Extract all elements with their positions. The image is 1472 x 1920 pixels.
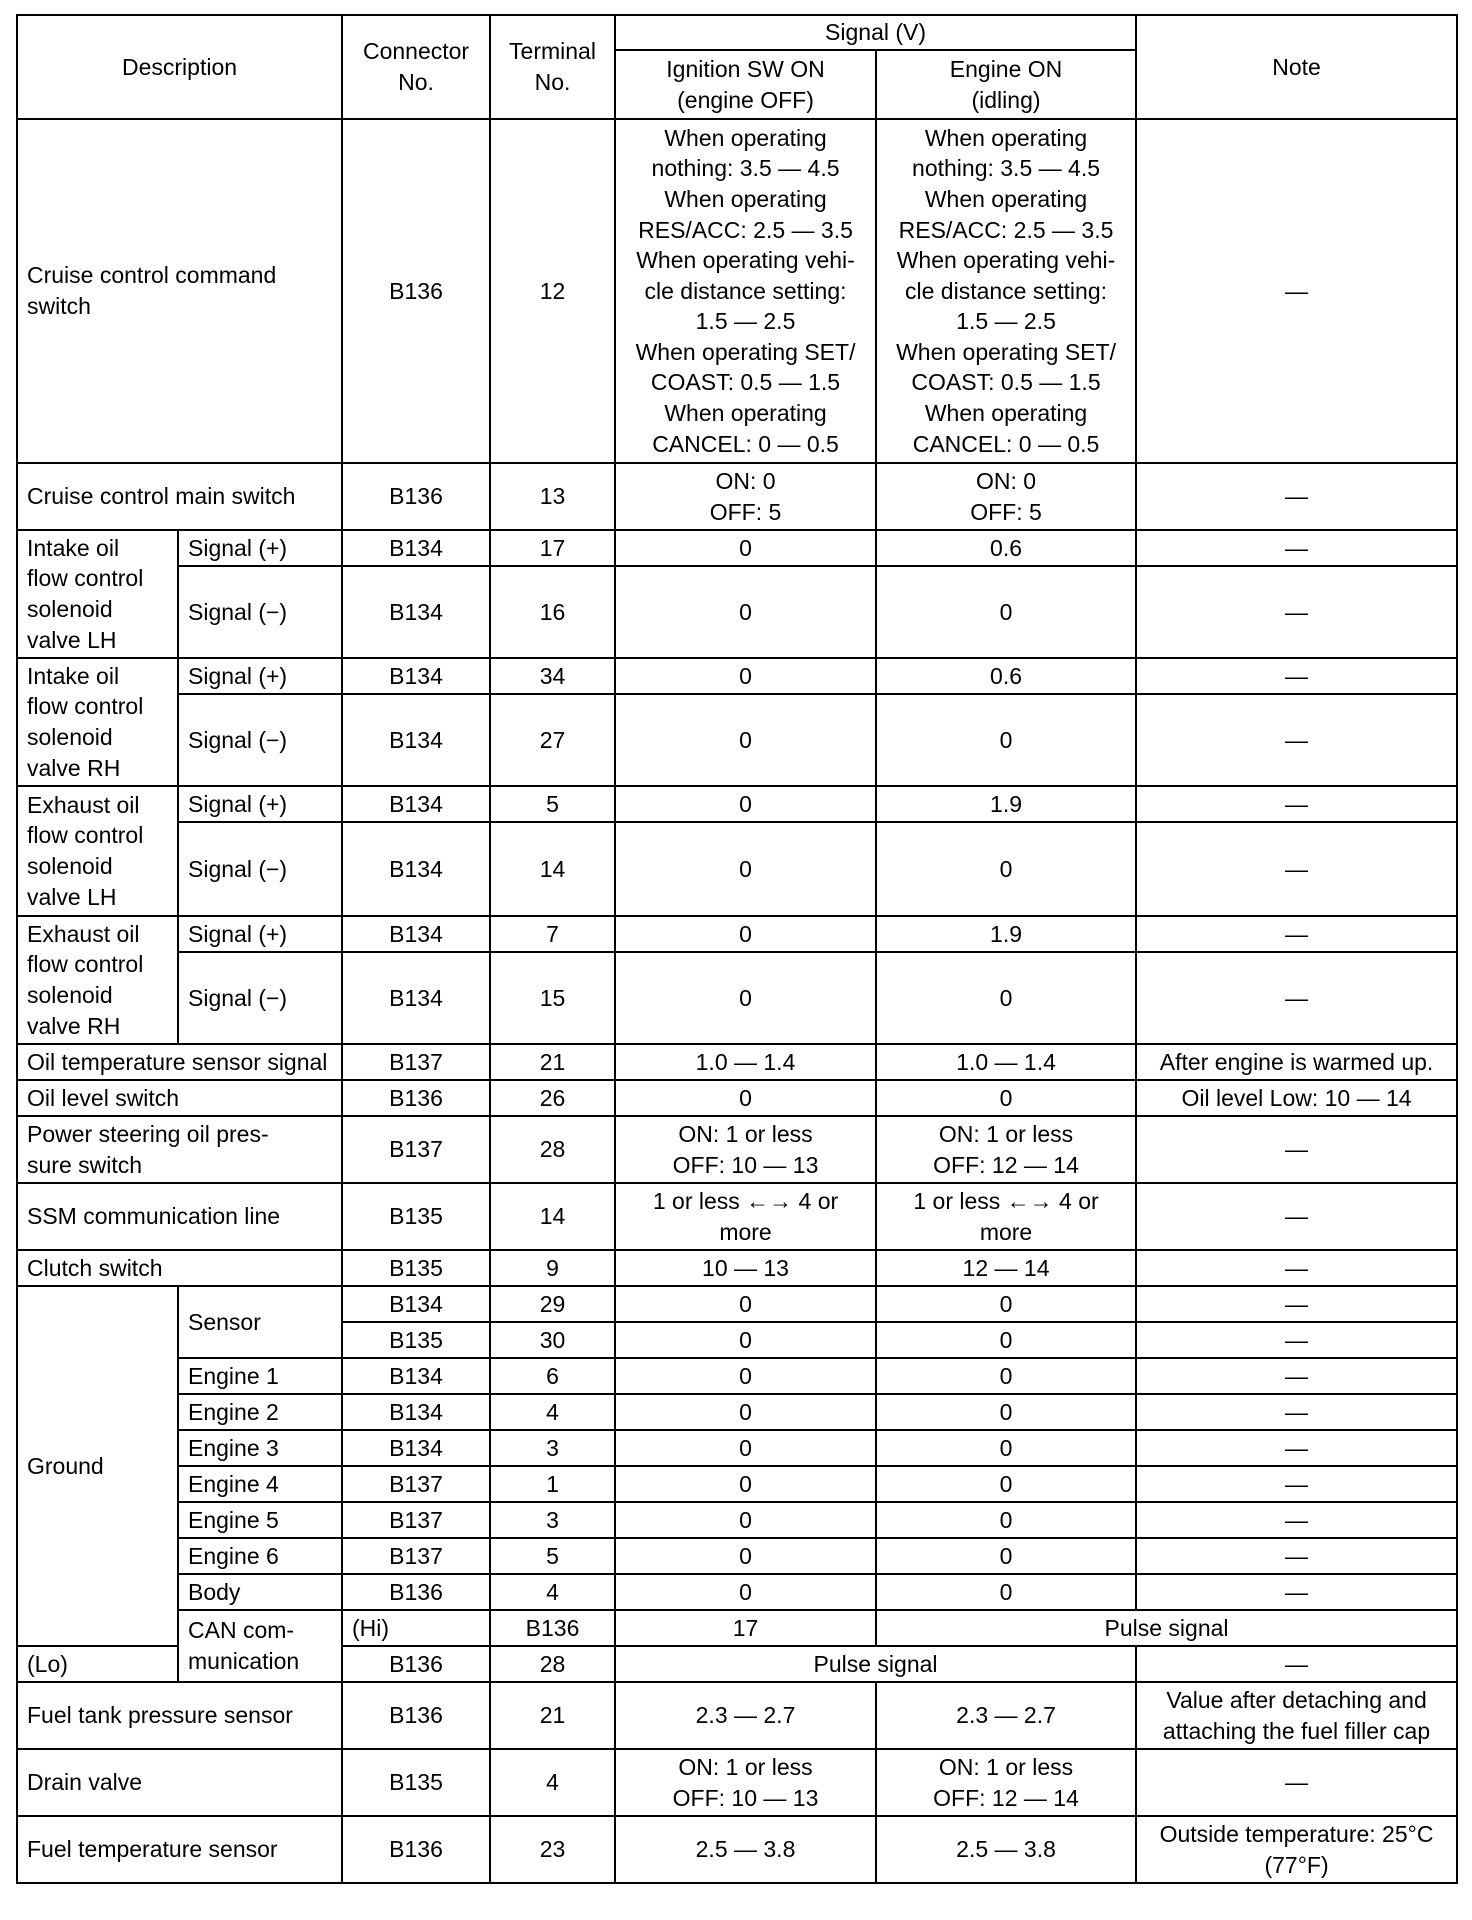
connector-cell: B136 — [342, 1682, 490, 1749]
note-cell: — — [1136, 530, 1457, 566]
ignition-cell: 0 — [615, 1286, 876, 1322]
engine-on-cell: 2.3 — 2.7 — [876, 1682, 1136, 1749]
connector-cell: B135 — [342, 1749, 490, 1816]
row-description: Oil level switch — [17, 1080, 342, 1116]
table-row — [17, 658, 1457, 694]
header-note: Note — [1136, 15, 1457, 119]
signal-type-cell: Signal (−) — [178, 952, 342, 1044]
terminal-cell: 14 — [490, 822, 615, 916]
signal-type-cell: Signal (−) — [178, 822, 342, 916]
connector-cell: B134 — [342, 952, 490, 1044]
ignition-cell: 0 — [615, 694, 876, 786]
signal-type-cell: Engine 3 — [178, 1430, 342, 1466]
connector-cell: B135 — [342, 1183, 490, 1250]
ignition-cell: 1 or less ←→ 4 or more — [615, 1183, 876, 1250]
signal-type-cell: Engine 1 — [178, 1358, 342, 1394]
table-row — [17, 1250, 1457, 1286]
note-cell: — — [1136, 566, 1457, 658]
connector-cell: B136 — [342, 1646, 490, 1682]
signal-type-cell: Signal (+) — [178, 530, 342, 566]
engine-on-cell: 0 — [876, 694, 1136, 786]
header-engine-on: Engine ON (idling) — [876, 50, 1136, 119]
engine-on-cell: 0 — [876, 1502, 1136, 1538]
table-row — [17, 1044, 1457, 1080]
engine-on-cell: 0 — [876, 1574, 1136, 1610]
ignition-cell: 0 — [615, 1358, 876, 1394]
engine-on-cell: ON: 1 or less OFF: 12 — 14 — [876, 1749, 1136, 1816]
ignition-cell: 0 — [615, 1080, 876, 1116]
engine-on-cell: 0 — [876, 1394, 1136, 1430]
note-cell: Oil level Low: 10 — 14 — [1136, 1080, 1457, 1116]
engine-on-cell: 1.0 — 1.4 — [876, 1044, 1136, 1080]
table-row — [17, 566, 1457, 658]
note-cell: — — [1136, 1183, 1457, 1250]
terminal-cell: 9 — [490, 1250, 615, 1286]
signal-type-cell: Signal (−) — [178, 694, 342, 786]
signal-type-cell: Engine 5 — [178, 1502, 342, 1538]
connector-cell: B137 — [342, 1044, 490, 1080]
terminal-cell: 5 — [490, 1538, 615, 1574]
table-row — [17, 952, 1457, 1044]
connector-cell: B136 — [342, 463, 490, 530]
note-cell: — — [1136, 1286, 1457, 1322]
signal-type-cell: Signal (+) — [178, 786, 342, 822]
ignition-cell: ON: 0 OFF: 5 — [615, 463, 876, 530]
note-cell: — — [1136, 1394, 1457, 1430]
ignition-cell: 0 — [615, 1322, 876, 1358]
row-description: Cruise control command switch — [17, 119, 342, 463]
signal-type-cell: Signal (+) — [178, 916, 342, 952]
engine-on-cell: 0 — [876, 1538, 1136, 1574]
terminal-cell: 13 — [490, 463, 615, 530]
note-cell: — — [1136, 822, 1457, 916]
signal-type-cell: Signal (+) — [178, 658, 342, 694]
ignition-cell: 0 — [615, 1466, 876, 1502]
terminal-cell: 16 — [490, 566, 615, 658]
ignition-cell: When operating nothing: 3.5 — 4.5 When operating RES/ACC: 2.5 — 3.5 When operating vehi- cle distance setting: 1.5 — 2.5 When operating SET/ COAST: 0.5 — 1.5 When operating CANCEL: 0 — 0.5 — [615, 119, 876, 463]
terminal-cell: 3 — [490, 1502, 615, 1538]
terminal-cell: 28 — [490, 1116, 615, 1183]
row-description: SSM communication line — [17, 1183, 342, 1250]
ignition-cell: ON: 1 or less OFF: 10 — 13 — [615, 1116, 876, 1183]
ignition-cell: 0 — [615, 658, 876, 694]
ignition-cell: 2.3 — 2.7 — [615, 1682, 876, 1749]
row-description: Oil temperature sensor signal — [17, 1044, 342, 1080]
terminal-cell: 21 — [490, 1044, 615, 1080]
connector-cell: B134 — [342, 1358, 490, 1394]
table-row — [17, 694, 1457, 786]
header-row — [17, 15, 1457, 50]
signal-type-cell: Engine 6 — [178, 1538, 342, 1574]
engine-on-cell: 0.6 — [876, 658, 1136, 694]
note-cell: Outside temperature: 25°C (77°F) — [1136, 1816, 1457, 1883]
note-cell: — — [1136, 1116, 1457, 1183]
terminal-cell: 4 — [490, 1394, 615, 1430]
connector-cell: B134 — [342, 694, 490, 786]
connector-cell: B137 — [342, 1502, 490, 1538]
terminal-cell: 4 — [490, 1574, 615, 1610]
note-cell: — — [1136, 1574, 1457, 1610]
row-description: Drain valve — [17, 1749, 342, 1816]
row-description: Exhaust oil flow control solenoid valve RH — [17, 916, 178, 1044]
row-description: Intake oil flow control solenoid valve LH — [17, 530, 178, 658]
signal-type-cell: Body — [178, 1574, 342, 1610]
connector-cell: B134 — [342, 1430, 490, 1466]
table-row — [17, 1682, 1457, 1749]
terminal-cell: 12 — [490, 119, 615, 463]
ignition-cell: 0 — [615, 1538, 876, 1574]
note-cell: — — [1136, 1358, 1457, 1394]
terminal-cell: 14 — [490, 1183, 615, 1250]
terminal-cell: 1 — [490, 1466, 615, 1502]
signal-type-cell: (Lo) — [17, 1646, 178, 1682]
ignition-cell: 0 — [615, 1430, 876, 1466]
engine-on-cell: 0 — [876, 1466, 1136, 1502]
engine-on-cell: 0 — [876, 1358, 1136, 1394]
connector-cell: B134 — [342, 530, 490, 566]
engine-on-cell: 2.5 — 3.8 — [876, 1816, 1136, 1883]
engine-on-cell: 0.6 — [876, 530, 1136, 566]
signal-type-cell: Signal (−) — [178, 566, 342, 658]
row-description: Exhaust oil flow control solenoid valve LH — [17, 786, 178, 916]
signal-cell: Pulse signal — [876, 1610, 1457, 1646]
note-cell: — — [1136, 1646, 1457, 1682]
table-row — [17, 1116, 1457, 1183]
table-row — [17, 1502, 1457, 1538]
row-description: Intake oil flow control solenoid valve RH — [17, 658, 178, 786]
connector-cell: B135 — [342, 1322, 490, 1358]
engine-on-cell: 1.9 — [876, 916, 1136, 952]
note-cell: — — [1136, 1250, 1457, 1286]
connector-cell: B134 — [342, 1286, 490, 1322]
note-cell: — — [1136, 694, 1457, 786]
engine-on-cell: 0 — [876, 952, 1136, 1044]
header-ignition: Ignition SW ON (engine OFF) — [615, 50, 876, 119]
table-row — [17, 1538, 1457, 1574]
engine-on-cell: 0 — [876, 566, 1136, 658]
terminal-cell: 26 — [490, 1080, 615, 1116]
note-cell: — — [1136, 916, 1457, 952]
row-description: Fuel tank pressure sensor — [17, 1682, 342, 1749]
engine-on-cell: 0 — [876, 1080, 1136, 1116]
engine-on-cell: When operating nothing: 3.5 — 4.5 When operating RES/ACC: 2.5 — 3.5 When operating vehi- cle distance setting: 1.5 — 2.5 When operating SET/ COAST: 0.5 — 1.5 When operating CANCEL: 0 — 0.5 — [876, 119, 1136, 463]
table-row — [17, 1816, 1457, 1883]
connector-cell: B137 — [342, 1466, 490, 1502]
terminal-cell: 17 — [490, 530, 615, 566]
note-cell: — — [1136, 1749, 1457, 1816]
engine-on-cell: 1 or less ←→ 4 or more — [876, 1183, 1136, 1250]
table-row — [17, 786, 1457, 822]
terminal-cell: 4 — [490, 1749, 615, 1816]
table-row — [17, 1358, 1457, 1394]
signal-type-cell: Engine 2 — [178, 1394, 342, 1430]
note-cell: — — [1136, 1322, 1457, 1358]
terminal-cell: 23 — [490, 1816, 615, 1883]
table-row — [17, 1610, 1457, 1646]
connector-cell: B137 — [342, 1538, 490, 1574]
connector-cell: B134 — [342, 786, 490, 822]
note-cell: — — [1136, 1538, 1457, 1574]
signal-type-cell: (Hi) — [342, 1610, 490, 1646]
connector-cell: B134 — [342, 658, 490, 694]
ignition-cell: 0 — [615, 822, 876, 916]
row-description: Cruise control main switch — [17, 463, 342, 530]
terminal-cell: 6 — [490, 1358, 615, 1394]
connector-cell: B136 — [342, 1816, 490, 1883]
table-row — [17, 916, 1457, 952]
engine-on-cell: 1.9 — [876, 786, 1136, 822]
note-cell: — — [1136, 119, 1457, 463]
table-row — [17, 1394, 1457, 1430]
ignition-cell: 0 — [615, 566, 876, 658]
table-row — [17, 1574, 1457, 1610]
connector-cell: B137 — [342, 1116, 490, 1183]
engine-on-cell: ON: 0 OFF: 5 — [876, 463, 1136, 530]
terminal-cell: 7 — [490, 916, 615, 952]
ignition-cell: 0 — [615, 916, 876, 952]
ignition-cell: 0 — [615, 952, 876, 1044]
row-description: Ground — [17, 1286, 178, 1646]
table-row — [17, 1466, 1457, 1502]
header-connector: Connector No. — [342, 15, 490, 119]
terminal-cell: 34 — [490, 658, 615, 694]
table-row — [17, 1183, 1457, 1250]
table-row — [17, 119, 1457, 463]
engine-on-cell: 0 — [876, 1286, 1136, 1322]
engine-on-cell: 0 — [876, 822, 1136, 916]
note-cell: — — [1136, 786, 1457, 822]
note-cell: — — [1136, 463, 1457, 530]
ignition-cell: 0 — [615, 1502, 876, 1538]
terminal-cell: 21 — [490, 1682, 615, 1749]
connector-cell: B134 — [342, 566, 490, 658]
signal-spec-table — [16, 14, 1458, 1884]
row-description: Fuel temperature sensor — [17, 1816, 342, 1883]
note-cell: — — [1136, 952, 1457, 1044]
row-description: Power steering oil pres- sure switch — [17, 1116, 342, 1183]
header-terminal: Terminal No. — [490, 15, 615, 119]
note-cell: Value after detaching and attaching the fuel filler cap — [1136, 1682, 1457, 1749]
engine-on-cell: 0 — [876, 1430, 1136, 1466]
ignition-cell: 2.5 — 3.8 — [615, 1816, 876, 1883]
table-row — [17, 822, 1457, 916]
ignition-cell: 0 — [615, 530, 876, 566]
connector-cell: B134 — [342, 822, 490, 916]
ignition-cell: ON: 1 or less OFF: 10 — 13 — [615, 1749, 876, 1816]
header-description: Description — [17, 15, 342, 119]
header-signal: Signal (V) — [615, 15, 1136, 50]
connector-cell: B134 — [342, 916, 490, 952]
connector-cell: B136 — [342, 1080, 490, 1116]
table-row — [17, 530, 1457, 566]
terminal-cell: 15 — [490, 952, 615, 1044]
note-cell: After engine is warmed up. — [1136, 1044, 1457, 1080]
ignition-cell: 0 — [615, 786, 876, 822]
terminal-cell: 30 — [490, 1322, 615, 1358]
connector-cell: B135 — [342, 1250, 490, 1286]
connector-cell: B134 — [342, 1394, 490, 1430]
ignition-cell: 0 — [615, 1574, 876, 1610]
signal-type-cell: Sensor — [178, 1286, 342, 1358]
note-cell: — — [1136, 1430, 1457, 1466]
table-row — [17, 1749, 1457, 1816]
table-row — [17, 1286, 1457, 1322]
connector-cell: B136 — [490, 1610, 615, 1646]
ignition-cell: 1.0 — 1.4 — [615, 1044, 876, 1080]
terminal-cell: 5 — [490, 786, 615, 822]
terminal-cell: 3 — [490, 1430, 615, 1466]
table-row — [17, 1430, 1457, 1466]
terminal-cell: 28 — [490, 1646, 615, 1682]
terminal-cell: 17 — [615, 1610, 876, 1646]
engine-on-cell: 12 — 14 — [876, 1250, 1136, 1286]
ignition-cell: 0 — [615, 1394, 876, 1430]
note-cell: — — [1136, 1466, 1457, 1502]
row-description: Clutch switch — [17, 1250, 342, 1286]
table-row — [17, 1080, 1457, 1116]
terminal-cell: 29 — [490, 1286, 615, 1322]
row-description: CAN com- munication — [178, 1610, 342, 1682]
ignition-cell: 10 — 13 — [615, 1250, 876, 1286]
engine-on-cell: ON: 1 or less OFF: 12 — 14 — [876, 1116, 1136, 1183]
connector-cell: B136 — [342, 119, 490, 463]
engine-on-cell: 0 — [876, 1322, 1136, 1358]
table-row — [17, 463, 1457, 530]
signal-cell: Pulse signal — [615, 1646, 1136, 1682]
note-cell: — — [1136, 1502, 1457, 1538]
connector-cell: B136 — [342, 1574, 490, 1610]
terminal-cell: 27 — [490, 694, 615, 786]
signal-type-cell: Engine 4 — [178, 1466, 342, 1502]
note-cell: — — [1136, 658, 1457, 694]
